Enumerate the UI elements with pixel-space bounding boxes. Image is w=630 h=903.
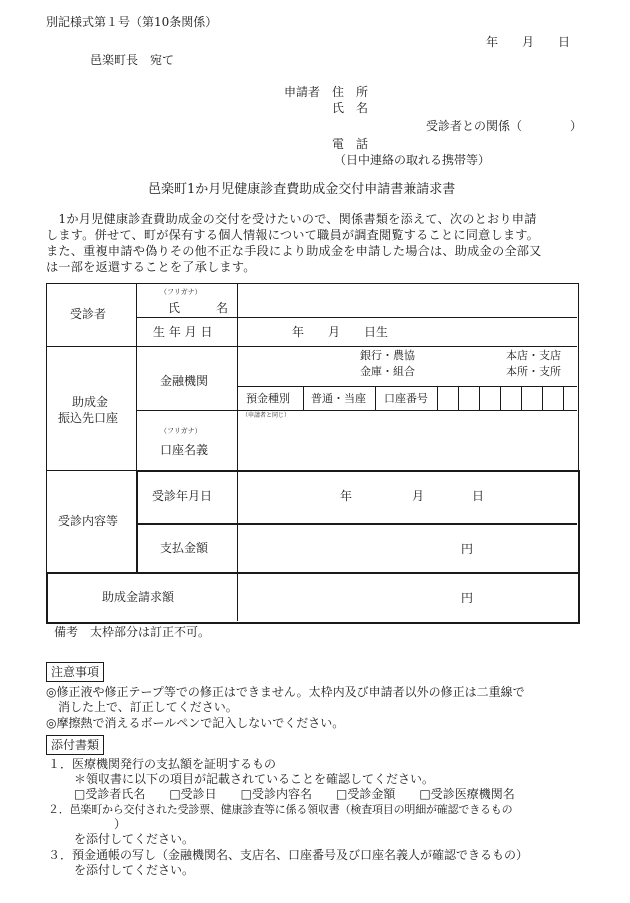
intro-line-4: は一部を返還することを了承します。 bbox=[46, 260, 256, 274]
date-line: 年 月 日 bbox=[486, 35, 571, 49]
remarks: 備考 太枠部分は訂正不可。 bbox=[54, 625, 211, 639]
content-label: 受診内容等 bbox=[58, 514, 119, 528]
claim-amount-yen: 円 bbox=[461, 591, 474, 605]
deposit-options: 普通・当座 bbox=[311, 392, 366, 405]
attachment-item-1-checks: □受診者氏名 □受診日 □受診内容名 □受診金額 □受診医療機関名 bbox=[74, 787, 515, 801]
branch-types-1: 本店・支店 bbox=[506, 349, 561, 362]
notes-line-2: 消した上で、訂正してください。 bbox=[46, 700, 238, 714]
furigana-label: （フリガナ） bbox=[160, 288, 202, 296]
bank-types-2: 金庫・組合 bbox=[360, 365, 415, 378]
patient-label: 受診者 bbox=[70, 307, 107, 321]
deposit-type-label: 預金種別 bbox=[246, 392, 290, 405]
applicant-label: 申請者 bbox=[284, 85, 321, 99]
form-number: 別記様式第１号（第10条関係） bbox=[46, 15, 218, 29]
account-label-1: 助成金 bbox=[72, 395, 109, 409]
claim-amount-label: 助成金請求額 bbox=[102, 590, 175, 604]
attachment-item-1: １．医療機関発行の支払額を証明するもの bbox=[48, 757, 277, 771]
attachment-item-3: ３．預金通帳の写し（金融機関名、支店名、口座番号及び口座名義人が確認できるもの） bbox=[48, 848, 529, 862]
attachment-item-2-paren: ） bbox=[114, 817, 127, 831]
dob-value: 年 月 日生 bbox=[292, 325, 389, 339]
intro-line-2: します。併せて、町が保有する個人情報について職員が調査閲覧することに同意します。 bbox=[46, 228, 540, 242]
paid-amount-label: 支払金額 bbox=[160, 541, 209, 555]
address-label: 住 所 bbox=[332, 85, 369, 99]
intro-line-1: 1か月児健康診査費助成金の交付を受けたいので、関係書類を添えて、次のとおり申請 bbox=[46, 212, 537, 226]
visit-date-value: 年 月 日 bbox=[340, 489, 485, 503]
account-number-label: 口座番号 bbox=[384, 392, 428, 405]
notes-heading: 注意事項 bbox=[46, 662, 104, 682]
patient-name-label: 氏 名 bbox=[168, 301, 229, 315]
bank-types-1: 銀行・農協 bbox=[360, 349, 415, 362]
phone-note: （日中連絡の取れる携帯等） bbox=[334, 153, 491, 167]
notes-line-1: ◎修正液や修正テープ等での修正はできません。太枠内及び申請者以外の修正は二重線で bbox=[46, 685, 525, 699]
bank-label: 金融機関 bbox=[160, 374, 209, 388]
document-title: 邑楽町1か月児健康診査費助成金交付申請書兼請求書 bbox=[148, 182, 456, 197]
phone-label: 電 話 bbox=[332, 137, 369, 151]
attachment-item-2: ２．邑楽町から交付された受診票、健康診査等に係る領収書（検査項目の明細が確認できるもの bbox=[48, 803, 513, 816]
furigana-label-2: （フリガナ） bbox=[160, 427, 202, 435]
same-as-applicant: （申請者と同じ） bbox=[242, 412, 291, 419]
notes-line-3: ◎摩擦熱で消えるボールペンで記入しないでください。 bbox=[46, 716, 345, 730]
attachment-item-2-tail: を添付してください。 bbox=[74, 832, 195, 846]
name-label: 氏 名 bbox=[332, 101, 369, 115]
attachment-item-3-tail: を添付してください。 bbox=[74, 863, 195, 877]
addressee: 邑楽町長 宛て bbox=[90, 53, 175, 67]
visit-date-label: 受診年月日 bbox=[152, 489, 213, 503]
relation-label: 受診者との関係（ ） bbox=[426, 119, 583, 133]
paid-amount-yen: 円 bbox=[461, 542, 474, 556]
dob-label: 生 年 月 日 bbox=[153, 325, 213, 339]
intro-line-3: また、重複申請や偽りその他不正な手段により助成金を申請した場合は、助成金の全部又 bbox=[46, 244, 542, 258]
attachment-item-1-sub: ＊領収書に以下の項目が記載されていることを確認してください。 bbox=[74, 772, 435, 786]
attachments-heading: 添付書類 bbox=[46, 735, 104, 755]
account-name-label: 口座名義 bbox=[160, 443, 209, 457]
branch-types-2: 本所・支所 bbox=[506, 365, 561, 378]
account-label-2: 振込先口座 bbox=[58, 411, 119, 425]
